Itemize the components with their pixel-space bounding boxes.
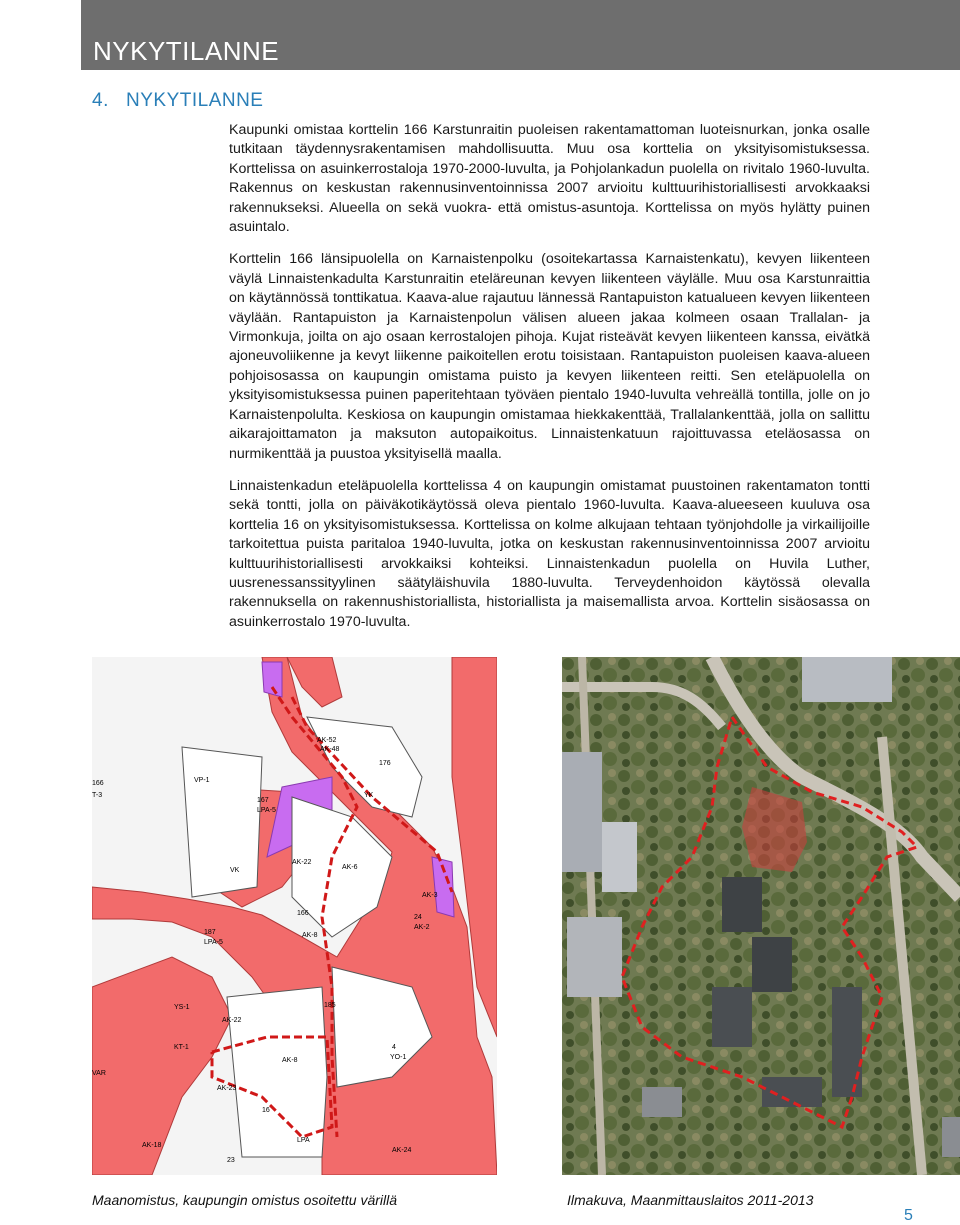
header-banner (81, 0, 960, 70)
map-label: LPA (297, 1137, 310, 1144)
page-number: 5 (904, 1207, 913, 1224)
map-label: AK-2 (414, 924, 430, 931)
paragraph: Linnaistenkadun eteläpuolella korttelissa 4 on kaupungin omistamat puustoinen rakentamaton tontti sekä tontti, jolla on päiväkotikäytössä oleva pientalo 1960-luvulta. Kaava-alueeseen kuuluva osa korttelia 16 on yksityisomistuksessa. Korttelissa on kolme alkujaan tehtaan työnjohdolle ja virkailijoille tarkoitettua puista paritaloa 1940-luvulta, jotka on keskustan rakennusinventoinnissa 2007 arvioitu kulttuurihistoriallisesti arvokkaiksi kohteiksi. Linnaistenkadun puolella on Huvila Luther, uusrenessanssityylinen säätyläishuvila 1880-luvulta. Terveydenhoidon käytössä olevalla rakennuksella on rakennushistoriallista, historiallista ja maisemallista arvoa. Korttelin sisäosassa on asuinkerrostalo 1970-luvulta. (229, 477, 870, 630)
map-label: 166 (92, 780, 104, 787)
map-label: 166 (297, 910, 309, 917)
map-label: LPA-5 (257, 807, 276, 814)
map-label: 185 (324, 1002, 336, 1009)
map-label: YK (364, 792, 374, 799)
map-label: AK-23 (217, 1085, 237, 1092)
map-label: AK-6 (342, 864, 358, 871)
map-label: YO-1 (390, 1054, 407, 1061)
map-label: AK-22 (292, 859, 312, 866)
map-label: AK-48 (320, 746, 340, 753)
map-label: KT-1 (174, 1044, 189, 1051)
map-label: 187 (204, 929, 216, 936)
aerial-photo (562, 657, 960, 1175)
map-label: AK-8 (302, 932, 318, 939)
map-label: 176 (379, 760, 391, 767)
section-title: NYKYTILANNE (126, 90, 264, 111)
map-label: AK-24 (392, 1147, 412, 1154)
map-label: AK-8 (282, 1057, 298, 1064)
section-heading (92, 90, 263, 112)
map-label: 24 (414, 914, 422, 921)
map-label: VP-1 (194, 777, 210, 784)
paragraph: Kaupunki omistaa korttelin 166 Karstunraitin puoleisen rakentamattoman luoteisnurkan, jonka osalle tutkitaan täydennysrakentamisen mahdollisuutta. Muu osa korttelia on yksityisomistuksessa. Korttelissa on asuinkerrostaloja 1970-2000-luvulta, ja Pohjolankadun puolella on rivitalo 1960-luvulta. Rakennus on keskustan rakennusinventoinnissa 2007 arvioitu kulttuurihistoriallisesti arvokkaaksi rakennukseksi. Alueella on sekä vuokra- että omistus-asuntoja. Korttelissa on myös hylätty puinen asuintalo. (229, 122, 870, 236)
map-label: AK-18 (142, 1142, 162, 1149)
map-label: T-3 (92, 792, 103, 799)
paragraph: Korttelin 166 länsipuolella on Karnaistenpolku (osoitekartassa Karnaistenkatu), kevyen liikenteen väylä Linnaistenkadulta Karstunraitin eteläreunan kevyen liikenteen väylälle. Muu osa Karstunraittia on käytännössä tonttikatua. Kaava-alue rajautuu lännessä Rantapuiston katualueen kevyen liikenteen väylään. Rantapuiston ja Karnaistenpolun välisen alueen jakaa kolmeen osaan Trallalan- ja Virmonkuja, joilta on ajo osaan kerrostalojen pihoja. Kujat risteävät kevyen liikenteen kanssa, eivätkä ajoneuvoliikenne ja kevyt liikenne paikoitellen erotu toisistaan. Rantapuiston puoleisen kaava-alueen pohjoisosassa on kaupungin omistama puisto ja kevyen liikenteen reitti. Sen eteläpuolella on yksityisomistuksessa puinen paperitehtaan työväen pientalo 1940-luvulta vehreällä tontilla, jolle on jo Karnaistenpolulta. Keskiosa on kaupungin omistamaa hiekkakenttää, Trallalankenttää, jolla on sallittu aikarajoittamaton ja maksuton autopaikoitus. Linnaistenkatuun rajoittuvassa eteläosassa on nurmikenttää ja puustoa yksityisellä maalla. (229, 251, 870, 462)
map-label: VK (230, 867, 240, 874)
aerial-photo-graphic (562, 657, 960, 1175)
map-label: 167 (257, 797, 269, 804)
ownership-map (92, 657, 497, 1175)
map-label: YS-1 (174, 1004, 190, 1011)
map-label: 16 (262, 1107, 270, 1114)
map-label: AK-52 (317, 737, 337, 744)
ownership-map-graphic (92, 657, 497, 1175)
body-text (229, 121, 870, 645)
map-label: AK-3 (422, 892, 438, 899)
map-label: VAR (92, 1070, 106, 1077)
map-label: 23 (227, 1157, 235, 1164)
map-caption-right: Ilmakuva, Maanmittauslaitos 2011-2013 (567, 1192, 814, 1208)
section-number: 4. (92, 90, 109, 111)
map-caption-left: Maanomistus, kaupungin omistus osoitettu värillä (92, 1192, 398, 1208)
map-label: LPA-5 (204, 939, 223, 946)
map-label: AK-22 (222, 1017, 242, 1024)
map-label: 4 (392, 1044, 396, 1051)
header-title: NYKYTILANNE (93, 36, 280, 66)
